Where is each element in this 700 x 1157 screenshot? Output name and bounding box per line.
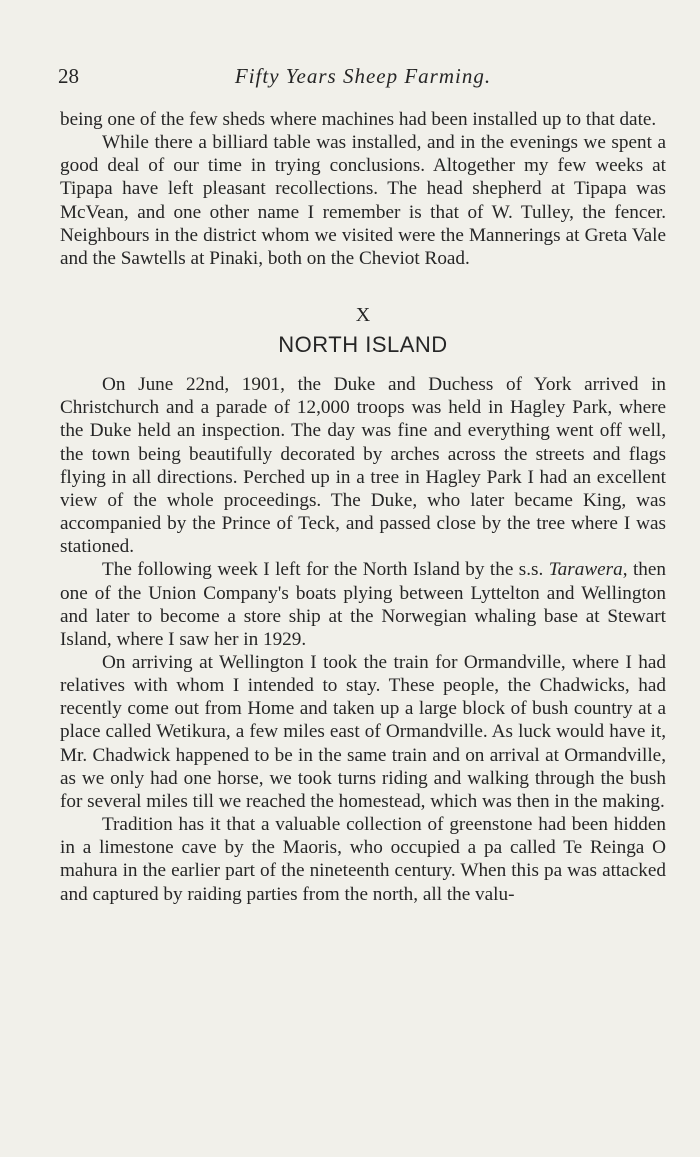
tarawera-text-after: , then one of the Union Company's boats plying between Lyttelton and Wellington and later to become a store ship at the Norwegian whaling base at Stewart Island, where I saw her in 1929. xyxy=(60,559,666,650)
paragraph-continued: being one of the few sheds where machines had been installed up to that date. xyxy=(60,109,657,130)
paragraph-ormandville: On arriving at Wellington I took the train for Ormandville, where I had relatives with whom I intended to stay. These people, the Chadwicks, had recently come out from Home and taken up a large block of bush country at a place called Wetikura, a few miles east of Ormandville. As luck would have it, Mr. Chadwick happened to be in the same train and on arrival at Ormandville, as we only had one horse, we took turns riding and walking through the bush for several miles till we reached the homestead, which was then in the making. xyxy=(60,651,666,812)
paragraph-duke-of-york: On June 22nd, 1901, the Duke and Duchess of York arrived in Christchurch and a parade of 12,000 troops was held in Hagley Park, where the Duke held an inspection. The day was fine and everything went off well, the town being beautifully decorated by arches across the streets and flags flying in all directions. Perched up in a tree in Hagley Park I had an excellent view of the whole proceedings. The Duke, who later became King, was accompanied by the Prince of Teck, and passed close by the tree where I was stationed. xyxy=(60,374,666,558)
paragraph-billiards: While there a billiard table was installed, and in the evenings we spent a good deal of our time in trying conclusions. Altogether my few weeks at Tipapa have left pleasant recollections. The head shepherd at Tipapa was McVean, and one other name I remember is that of W. Tulley, the fencer. Neighbours in the district whom we visited were the Mannerings at Greta Vale and the Sawtells at Pinaki, both on the Cheviot Road. xyxy=(60,132,666,269)
page-header xyxy=(58,64,660,94)
page-number: 28 xyxy=(58,64,79,88)
running-title: Fifty Years Sheep Farming. xyxy=(234,64,492,88)
paragraph-tarawera xyxy=(60,558,666,651)
chapter-number: X xyxy=(355,304,371,327)
chapter-title: NORTH ISLAND xyxy=(278,332,448,358)
body-text xyxy=(60,108,666,906)
tarawera-text-before: The following week I left for the North Island by the s.s. xyxy=(102,559,549,581)
paragraph-greenstone: Tradition has it that a valuable collection of greenstone had been hidden in a limestone cave by the Maoris, who occupied a pa called Te Reinga O mahura in the earlier part of the nineteenth century. When this pa was attacked and captured by raiding parties from the north, all the valu- xyxy=(60,814,666,905)
ship-name: Tarawera xyxy=(548,559,623,581)
